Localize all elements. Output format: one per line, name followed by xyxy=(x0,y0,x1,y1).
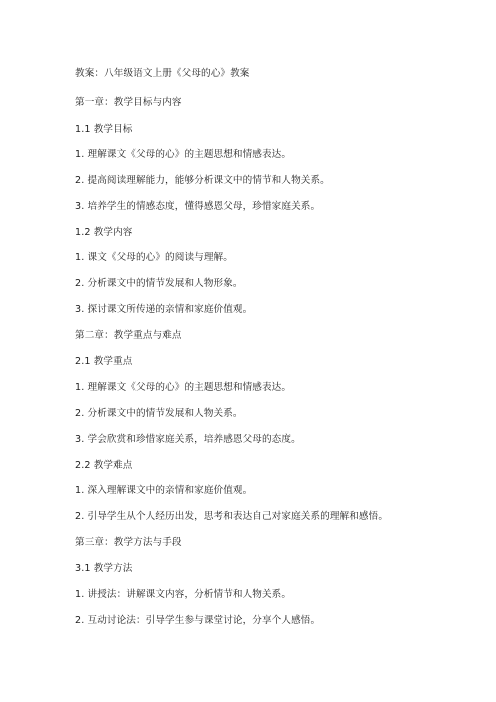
list-item: 3. 学会欣赏和珍惜家庭关系，培养感恩父母的态度。 xyxy=(75,434,301,445)
list-item: 2. 引导学生从个人经历出发，思考和表达自己对家庭关系的理解和感悟。 xyxy=(75,511,389,522)
chapter-heading: 第一章：教学目标与内容 xyxy=(75,97,182,108)
list-item: 2. 分析课文中的情节发展和人物形象。 xyxy=(75,278,243,289)
document-title: 教案：八年级语文上册《父母的心》教案 xyxy=(75,68,250,79)
list-item: 2. 提高阅读理解能力，能够分析课文中的情节和人物关系。 xyxy=(75,175,330,186)
section-heading: 1.1 教学目标 xyxy=(75,124,133,135)
list-item: 1. 课文《父母的心》的阅读与理解。 xyxy=(75,252,233,263)
section-heading: 3.1 教学方法 xyxy=(75,563,133,574)
list-item: 2. 互动讨论法：引导学生参与课堂讨论，分享个人感悟。 xyxy=(75,615,321,626)
list-item: 2. 分析课文中的情节发展和人物关系。 xyxy=(75,408,243,419)
list-item: 3. 探讨课文所传递的亲情和家庭价值观。 xyxy=(75,304,253,315)
chapter-heading: 第二章：教学重点与难点 xyxy=(75,330,182,341)
list-item: 1. 讲授法：讲解课文内容，分析情节和人物关系。 xyxy=(75,589,292,600)
list-item: 1. 理解课文《父母的心》的主题思想和情感表达。 xyxy=(75,382,292,393)
section-heading: 2.2 教学难点 xyxy=(75,460,133,471)
list-item: 1. 理解课文《父母的心》的主题思想和情感表达。 xyxy=(75,149,292,160)
section-heading: 1.2 教学内容 xyxy=(75,227,133,238)
section-heading: 2.1 教学重点 xyxy=(75,356,133,367)
list-item: 1. 深入理解课文中的亲情和家庭价值观。 xyxy=(75,485,253,496)
chapter-heading: 第三章：教学方法与手段 xyxy=(75,537,182,548)
list-item: 3. 培养学生的情感态度，懂得感恩父母，珍惜家庭关系。 xyxy=(75,201,321,212)
